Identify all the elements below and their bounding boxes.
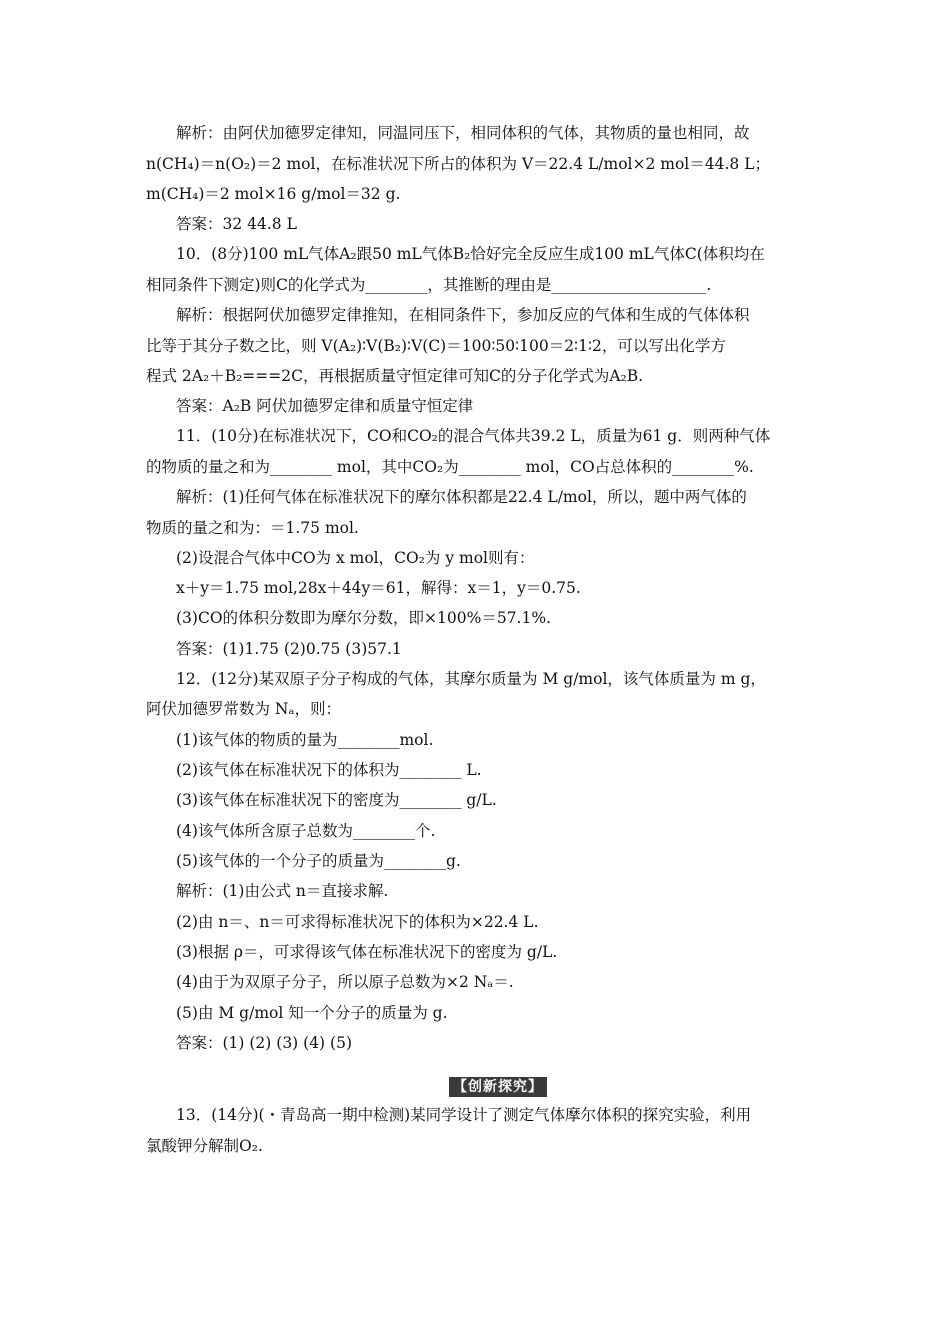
question-line: 阿伏加德罗常数为 Nₐ，则： (146, 700, 341, 718)
text-line: 解析：由阿伏加德罗定律知，同温同压下，相同体积的气体，其物质的量也相同，故 (176, 124, 750, 142)
question-line: 12．(12分)某双原子分子构成的气体，其摩尔质量为 M g/mol，该气体质量为 m g， (176, 670, 766, 688)
answer-line: 答案：(1) (2) (3) (4) (5) (176, 1034, 352, 1052)
text-line: 比等于其分子数之比，则 V(A₂)∶V(B₂)∶V(C)＝100∶50∶100＝2∶1∶2，可以写出化学方 (146, 337, 726, 355)
question-line: 氯酸钾分解制O₂. (146, 1137, 263, 1155)
text-line: (3)该气体在标准状况下的密度为________ g/L. (176, 791, 497, 809)
text-line: (4)由于为双原子分子，所以原子总数为×2 Nₐ＝. (176, 973, 514, 991)
text-line: 解析：根据阿伏加德罗定律推知，在相同条件下，参加反应的气体和生成的气体体积 (176, 306, 750, 324)
answer-line: 答案：32 44.8 L (176, 215, 297, 233)
text-line: (2)由 n＝、n＝可求得标准状况下的体积为×22.4 L. (176, 913, 539, 931)
answer-line: 答案：(1)1.75 (2)0.75 (3)57.1 (176, 640, 402, 658)
text-line: x＋y＝1.75 mol,28x＋44y＝61，解得：x＝1，y＝0.75. (176, 579, 581, 597)
text-line: n(CH₄)＝n(O₂)＝2 mol，在标准状况下所占的体积为 V＝22.4 L/mol×2 mol＝44.8 L； (146, 155, 770, 173)
text-line: m(CH₄)＝2 mol×16 g/mol＝32 g. (146, 185, 401, 203)
text-line: (5)由 M g/mol 知一个分子的质量为 g. (176, 1004, 448, 1022)
question-line: 相同条件下测定)则C的化学式为________，其推断的理由是____________________. (146, 276, 712, 294)
text-line: 程式 2A₂＋B₂===2C，再根据质量守恒定律可知C的分子化学式为A₂B. (146, 367, 644, 385)
section-tag: 【创新探究】 (449, 1077, 547, 1097)
answer-line: 答案：A₂B 阿伏加德罗定律和质量守恒定律 (176, 397, 474, 415)
question-line: 13．(14分)(・青岛高一期中检测)某同学设计了测定气体摩尔体积的探究实验，利用 (176, 1106, 752, 1124)
text-line: (5)该气体的一个分子的质量为________g. (176, 852, 461, 870)
text-line: (1)该气体的物质的量为________mol. (176, 731, 434, 749)
text-line: (2)该气体在标准状况下的体积为________ L. (176, 761, 482, 779)
question-line: 的物质的量之和为________ mol，其中CO₂为________ mol，CO占总体积的________%. (146, 458, 754, 476)
text-line: (4)该气体所含原子总数为________个. (176, 822, 436, 840)
text-line: (2)设混合气体中CO为 x mol，CO₂为 y mol则有： (176, 549, 535, 567)
text-line: 物质的量之和为：＝1.75 mol. (146, 519, 359, 537)
text-line: 解析：(1)由公式 n＝直接求解. (176, 882, 389, 900)
text-line: 解析：(1)任何气体在标准状况下的摩尔体积都是22.4 L/mol，所以，题中两气体的 (176, 488, 747, 506)
question-line: 11．(10分)在标准状况下，CO和CO₂的混合气体共39.2 L，质量为61 g．则两种气体 (176, 427, 771, 445)
question-line: 10．(8分)100 mL气体A₂跟50 mL气体B₂恰好完全反应生成100 mL气体C(体积均在 (176, 245, 765, 263)
text-line: (3)根据 ρ＝，可求得该气体在标准状况下的密度为 g/L. (176, 943, 558, 961)
text-line: (3)CO的体积分数即为摩尔分数，即×100%＝57.1%. (176, 609, 551, 627)
